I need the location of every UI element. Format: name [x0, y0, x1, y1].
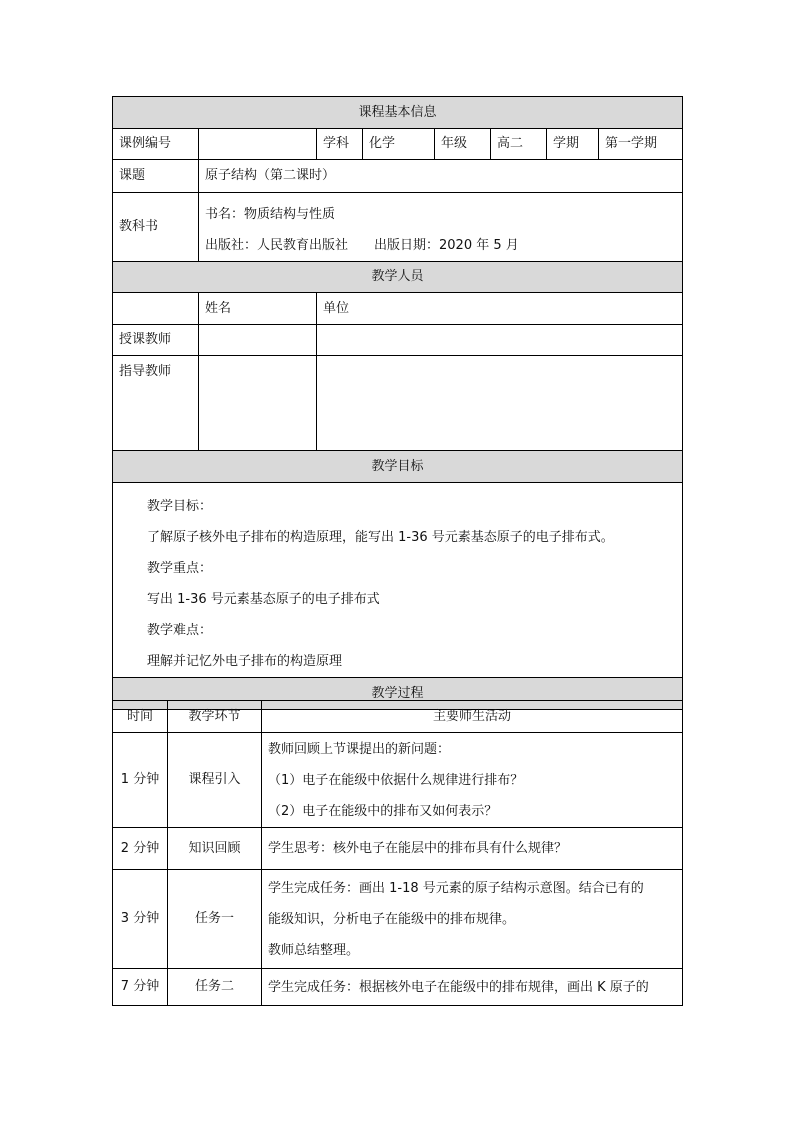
- term-value: 第一学期: [599, 129, 683, 160]
- key-point-label: 教学重点：: [147, 561, 213, 576]
- row-time: 1 分钟: [113, 733, 168, 828]
- activity-line: 学生完成任务：根据核外电子在能级中的排布规律，画出 K 原子的: [268, 979, 649, 995]
- section-header-staff: 教学人员: [113, 262, 683, 293]
- row-activity: [262, 828, 683, 870]
- teacher-label: 授课教师: [113, 325, 199, 356]
- row-stage: 任务一: [168, 870, 262, 969]
- key-point-text: 写出 1-36 号元素基态原子的电子排布式: [147, 592, 380, 607]
- advisor-label: 指导教师: [113, 356, 199, 451]
- activity-line: 能级知识，分析电子在能级中的排布规律。: [268, 911, 516, 927]
- term-label: 学期: [547, 129, 599, 160]
- advisor-name: [199, 356, 317, 451]
- subject-label: 学科: [317, 129, 363, 160]
- row-stage: 知识回顾: [168, 828, 262, 870]
- goal-text: 了解原子核外电子排布的构造原理，能写出 1-36 号元素基态原子的电子排布式。: [147, 530, 614, 545]
- course-info-table: [112, 96, 683, 710]
- case-no-value: [199, 129, 317, 160]
- table-row: [113, 870, 683, 969]
- teacher-name: [199, 325, 317, 356]
- row-time: 3 分钟: [113, 870, 168, 969]
- activity-line: （2）电子在能级中的排布又如何表示？: [268, 803, 498, 819]
- row-stage: 课程引入: [168, 733, 262, 828]
- row-activity: [262, 733, 683, 828]
- advisor-unit: [317, 356, 683, 451]
- col-activity-header: 主要师生活动: [262, 701, 683, 733]
- textbook-label: 教科书: [113, 193, 199, 262]
- section-header-goals: 教学目标: [113, 451, 683, 483]
- teaching-process-table: [112, 700, 683, 1006]
- activity-line: 教师回顾上节课提出的新问题：: [268, 741, 451, 757]
- row-stage: 任务二: [168, 969, 262, 1006]
- textbook-publisher-line: 出版社：人民教育出版社 出版日期：2020 年 5 月: [205, 238, 519, 253]
- textbook-title-line: 书名：物质结构与性质: [205, 207, 336, 222]
- staff-blank-cell: [113, 293, 199, 325]
- goals-content: [113, 483, 683, 678]
- case-no-label: 课例编号: [113, 129, 199, 160]
- table-row: [113, 969, 683, 1006]
- col-time-header: 时间: [113, 701, 168, 733]
- activity-line: 教师总结整理。: [268, 942, 360, 958]
- staff-unit-header: 单位: [317, 293, 683, 325]
- table-row: [113, 733, 683, 828]
- grade-value: 高二: [491, 129, 547, 160]
- row-activity: [262, 870, 683, 969]
- section-header-process: 教学过程: [113, 678, 683, 710]
- difficulty-label: 教学难点：: [147, 623, 213, 638]
- activity-line: 学生思考：核外电子在能层中的排布具有什么规律？: [268, 841, 568, 856]
- topic-label: 课题: [113, 160, 199, 193]
- staff-name-header: 姓名: [199, 293, 317, 325]
- activity-line: （1）电子在能级中依据什么规律进行排布？: [268, 772, 524, 788]
- row-time: 2 分钟: [113, 828, 168, 870]
- row-time: 7 分钟: [113, 969, 168, 1006]
- topic-value: 原子结构（第二课时）: [199, 160, 683, 193]
- row-activity: [262, 969, 683, 1006]
- subject-value: 化学: [363, 129, 435, 160]
- teacher-unit: [317, 325, 683, 356]
- table-row: [113, 828, 683, 870]
- difficulty-text: 理解并记忆外电子排布的构造原理: [147, 654, 343, 669]
- section-header-basic: 课程基本信息: [113, 97, 683, 129]
- col-stage-header: 教学环节: [168, 701, 262, 733]
- activity-line: 学生完成任务：画出 1-18 号元素的原子结构示意图。结合已有的: [268, 880, 644, 896]
- textbook-value: [199, 193, 683, 262]
- grade-label: 年级: [435, 129, 491, 160]
- goal-label: 教学目标：: [147, 499, 213, 514]
